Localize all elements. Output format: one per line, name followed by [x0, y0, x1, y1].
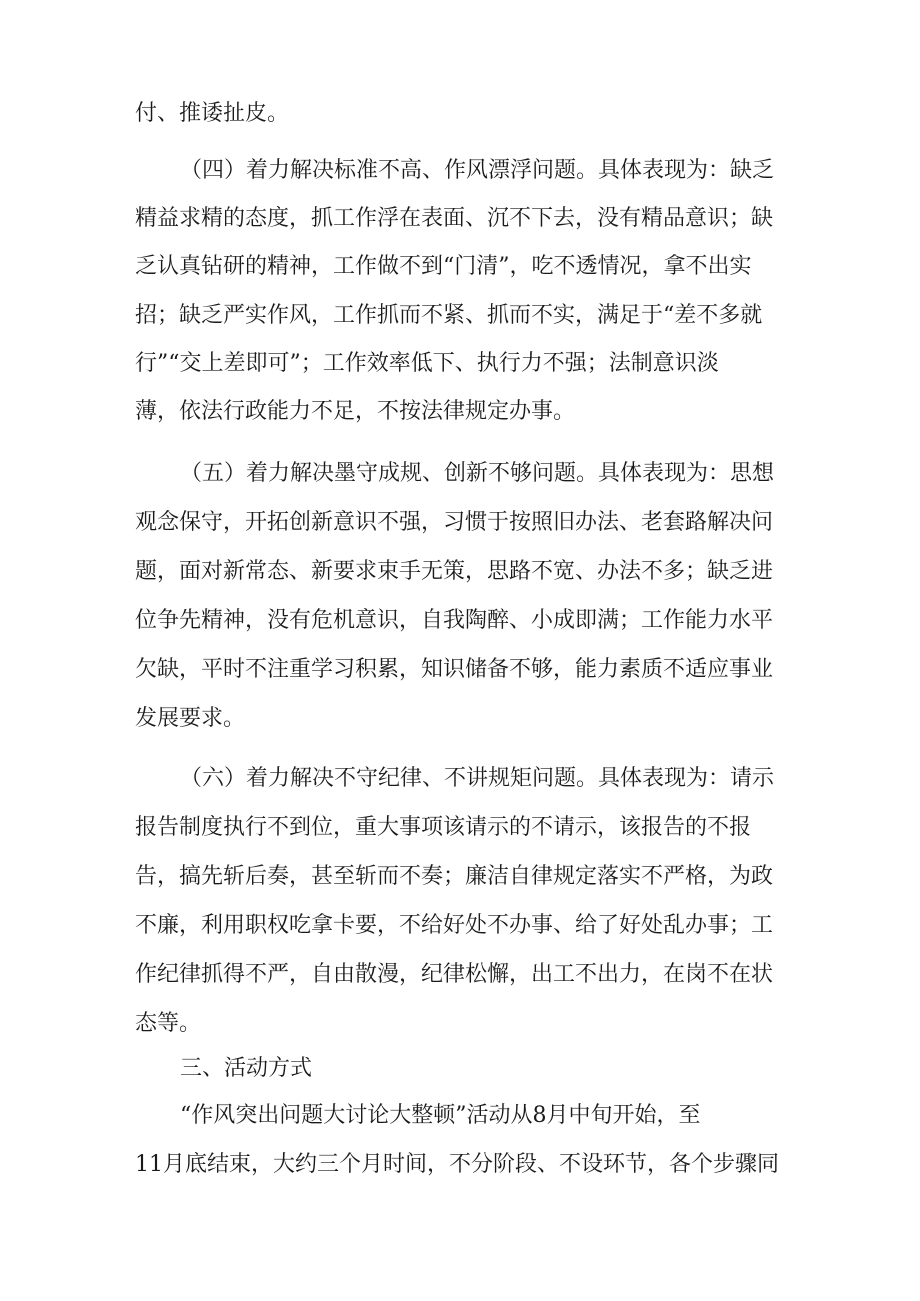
text-line: 态等。	[135, 1011, 202, 1036]
text-line: 薄，依法行政能力不足，不按法律规定办事。	[135, 399, 576, 424]
text-line: 题，面对新常态、新要求束手无策，思路不宽、办法不多；缺乏进	[135, 559, 774, 584]
text-line: 精益求精的态度，抓工作浮在表面、沉不下去，没有精品意识；缺	[135, 206, 774, 231]
text-line: “作风突出问题大讨论大整顿”活动从8月中旬开始，至	[180, 1103, 701, 1128]
text-line: （五）着力解决墨守成规、创新不够问题。具体表现为：思想	[180, 461, 775, 486]
text-line: 11月底结束，大约三个月时间，不分阶段、不设环节，各个步骤同	[135, 1152, 779, 1177]
text-line: 作纪律抓得不严，自由散漫，纪律松懈，出工不出力，在岗不在状	[135, 962, 774, 987]
text-line: 位争先精神，没有危机意识，自我陶醉、小成即满；工作能力水平	[135, 608, 774, 633]
text-line: 行”“交上差即可”；工作效率低下、执行力不强；法制意识淡	[135, 351, 719, 376]
text-line: 欠缺，平时不注重学习积累，知识储备不够，能力素质不适应事业	[135, 657, 774, 682]
text-line: 乏认真钻研的精神，工作做不到“门清”，吃不透情况，拿不出实	[135, 254, 752, 279]
section-heading: 三、活动方式	[180, 1056, 313, 1081]
text-line: 不廉，利用职权吃拿卡要，不给好处不办事、给了好处乱办事；工	[135, 913, 774, 938]
text-line: 观念保守，开拓创新意识不强，习惯于按照旧办法、老套路解决问	[135, 510, 774, 535]
text-line: 招；缺乏严实作风，工作抓而不紧、抓而不实，满足于“差不多就	[135, 303, 763, 328]
text-line: （六）着力解决不守纪律、不讲规矩问题。具体表现为：请示	[180, 766, 775, 791]
text-line: 发展要求。	[135, 706, 246, 731]
text-line: 报告制度执行不到位，重大事项该请示的不请示，该报告的不报	[135, 815, 752, 840]
text-line: （四）着力解决标准不高、作风漂浮问题。具体表现为：缺乏	[180, 158, 775, 183]
text-line: 告，搞先斩后奏，甚至斩而不奏；廉洁自律规定落实不严格，为政	[135, 864, 774, 889]
text-line: 付、推诿扯皮。	[135, 101, 290, 126]
